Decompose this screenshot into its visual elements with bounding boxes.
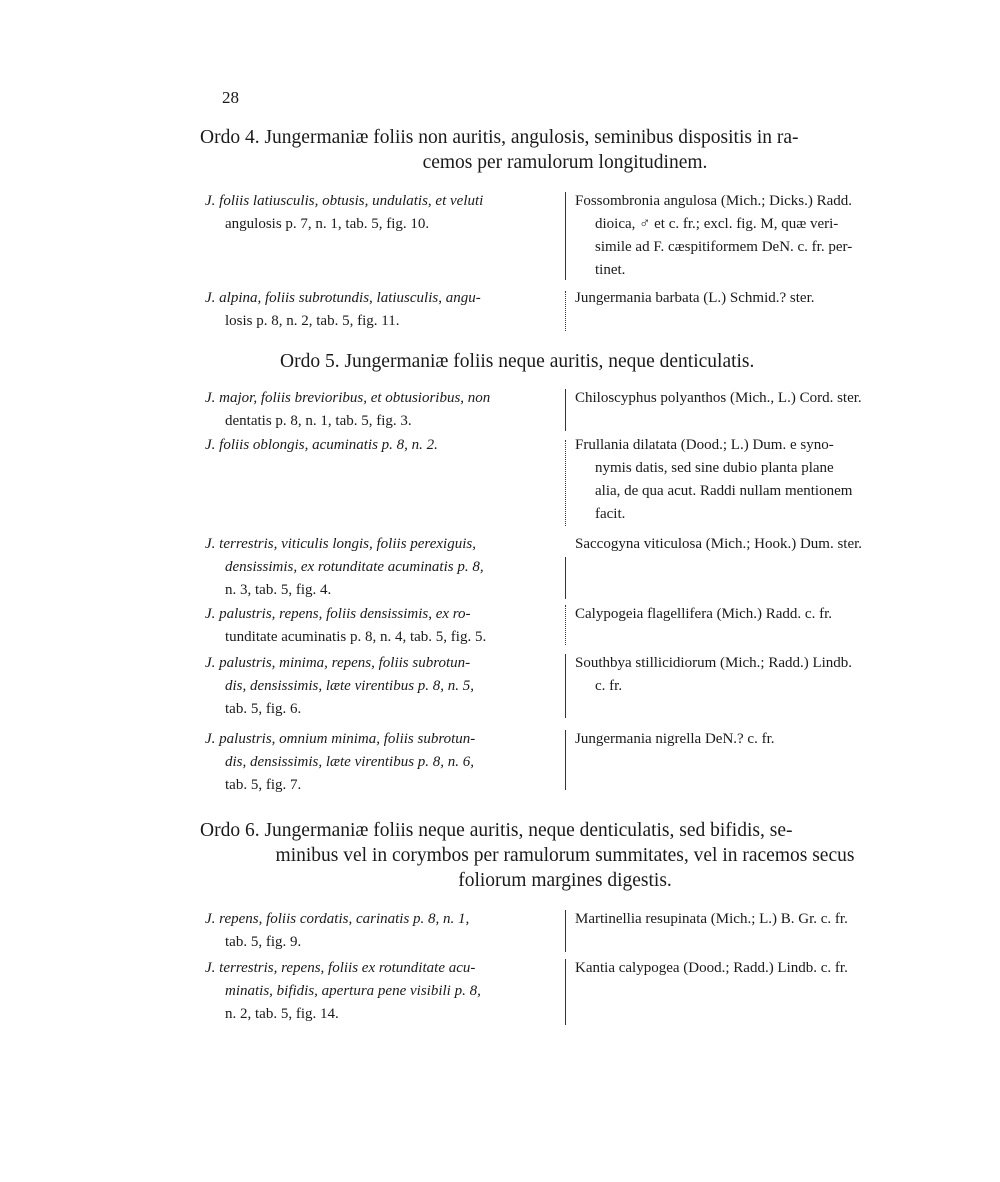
heading-line: Ordo 6. Jungermaniæ foliis neque auritis, neque denticulatis, sed bifidis, se- bbox=[200, 820, 793, 841]
entry-line: J. palustris, omnium minima, foliis subrotun- bbox=[205, 731, 476, 747]
right-column-entry bbox=[575, 603, 927, 626]
right-column-entry bbox=[575, 957, 927, 980]
right-column-entry bbox=[575, 533, 927, 556]
entry-line: Frullania dilatata (Dood.; L.) Dum. e syno- bbox=[575, 437, 834, 453]
entry-line: J. palustris, minima, repens, foliis subrotun- bbox=[205, 655, 471, 671]
entry-line: J. major, foliis brevioribus, et obtusioribus, non bbox=[205, 390, 491, 406]
entry-line: facit. bbox=[595, 506, 626, 522]
entry-line: alia, de qua acut. Raddi nullam mentionem bbox=[595, 483, 853, 499]
column-divider bbox=[565, 291, 566, 331]
entry-line: J. foliis oblongis, acuminatis p. 8, n. 2. bbox=[205, 437, 438, 453]
heading-line: cemos per ramulorum longitudinem. bbox=[422, 152, 708, 173]
right-column-entry bbox=[575, 190, 927, 282]
left-column-entry bbox=[205, 603, 557, 649]
entry-line: n. 2, tab. 5, fig. 14. bbox=[225, 1006, 339, 1022]
left-column-entry bbox=[205, 728, 557, 797]
entry-line: dis, densissimis, læte virentibus p. 8, n. 5, bbox=[225, 678, 475, 694]
entry-line: dis, densissimis, læte virentibus p. 8, n. 6, bbox=[225, 754, 475, 770]
entry-line: tab. 5, fig. 9. bbox=[225, 934, 302, 950]
entry-line: J. terrestris, repens, foliis ex rotunditate acu- bbox=[205, 960, 476, 976]
page-number: 28 bbox=[222, 88, 239, 107]
column-divider bbox=[565, 440, 566, 526]
entry-line: n. 3, tab. 5, fig. 4. bbox=[225, 582, 332, 598]
column-divider bbox=[565, 192, 566, 280]
heading-line: Ordo 5. Jungermaniæ foliis neque auritis, neque denticulatis. bbox=[280, 351, 755, 372]
left-column-entry bbox=[205, 957, 557, 1026]
entry-line: Kantia calypogea (Dood.; Radd.) Lindb. c. fr. bbox=[575, 960, 848, 976]
left-column-entry bbox=[205, 190, 557, 236]
right-column-entry bbox=[575, 287, 927, 310]
left-column-entry bbox=[205, 287, 557, 333]
right-column-entry bbox=[575, 908, 927, 931]
left-column-entry bbox=[205, 387, 557, 433]
entry-line: dioica, ♂ et c. fr.; excl. fig. M, quæ veri- bbox=[595, 216, 839, 232]
left-column-entry bbox=[205, 434, 557, 457]
entry-line: Chiloscyphus polyanthos (Mich., L.) Cord. ster. bbox=[575, 390, 862, 406]
entry-line: Martinellia resupinata (Mich.; L.) B. Gr. c. fr. bbox=[575, 911, 848, 927]
entry-line: Fossombronia angulosa (Mich.; Dicks.) Radd. bbox=[575, 193, 853, 209]
entry-line: tinet. bbox=[595, 262, 626, 278]
entry-line: Jungermania barbata (L.) Schmid.? ster. bbox=[575, 290, 815, 306]
entry-line: dentatis p. 8, n. 1, tab. 5, fig. 3. bbox=[225, 413, 412, 429]
right-column-entry bbox=[575, 728, 927, 751]
heading-line: Ordo 4. Jungermaniæ foliis non auritis, angulosis, seminibus dispositis in ra- bbox=[200, 127, 799, 148]
entry-line: J. palustris, repens, foliis densissimis, ex ro- bbox=[205, 606, 471, 622]
column-divider bbox=[565, 557, 566, 599]
section-heading-ordo-5 bbox=[280, 349, 920, 374]
right-column-entry bbox=[575, 387, 927, 410]
column-divider bbox=[565, 605, 566, 645]
left-column-entry bbox=[205, 908, 557, 954]
entry-line: Jungermania nigrella DeN.? c. fr. bbox=[575, 731, 775, 747]
left-column-entry bbox=[205, 652, 557, 721]
entry-line: angulosis p. 7, n. 1, tab. 5, fig. 10. bbox=[225, 216, 430, 232]
entry-line: losis p. 8, n. 2, tab. 5, fig. 11. bbox=[225, 313, 400, 329]
entry-line: J. terrestris, viticulis longis, foliis perexiguis, bbox=[205, 536, 476, 552]
heading-line: minibus vel in corymbos per ramulorum summitates, vel in racemos secus bbox=[275, 845, 855, 866]
heading-line: foliorum margines digestis. bbox=[458, 870, 672, 891]
column-divider bbox=[565, 389, 566, 431]
right-column-entry bbox=[575, 434, 927, 526]
entry-line: J. alpina, foliis subrotundis, latiusculis, angu- bbox=[205, 290, 481, 306]
entry-line: tab. 5, fig. 6. bbox=[225, 701, 302, 717]
column-divider bbox=[565, 730, 566, 790]
column-divider bbox=[565, 654, 566, 718]
entry-line: c. fr. bbox=[595, 678, 623, 694]
entry-line: nymis datis, sed sine dubio planta plane bbox=[595, 460, 834, 476]
entry-line: J. repens, foliis cordatis, carinatis p. 8, n. 1, bbox=[205, 911, 470, 927]
entry-line: minatis, bifidis, apertura pene visibili p. 8, bbox=[225, 983, 481, 999]
entry-line: Southbya stillicidiorum (Mich.; Radd.) Lindb. bbox=[575, 655, 853, 671]
right-column-entry bbox=[575, 652, 927, 698]
entry-line: Calypogeia flagellifera (Mich.) Radd. c. fr. bbox=[575, 606, 832, 622]
entry-line: densissimis, ex rotunditate acuminatis p. 8, bbox=[225, 559, 484, 575]
column-divider bbox=[565, 959, 566, 1025]
column-divider bbox=[565, 910, 566, 952]
section-heading-ordo-4 bbox=[200, 125, 930, 175]
entry-line: Saccogyna viticulosa (Mich.; Hook.) Dum. ster. bbox=[575, 536, 863, 552]
entry-line: tunditate acuminatis p. 8, n. 4, tab. 5, fig. 5. bbox=[225, 629, 487, 645]
entry-line: tab. 5, fig. 7. bbox=[225, 777, 302, 793]
left-column-entry bbox=[205, 533, 557, 602]
entry-line: simile ad F. cæspitiformem DeN. c. fr. per- bbox=[595, 239, 853, 255]
entry-line: J. foliis latiusculis, obtusis, undulatis, et veluti bbox=[205, 193, 484, 209]
section-heading-ordo-6 bbox=[200, 818, 930, 893]
